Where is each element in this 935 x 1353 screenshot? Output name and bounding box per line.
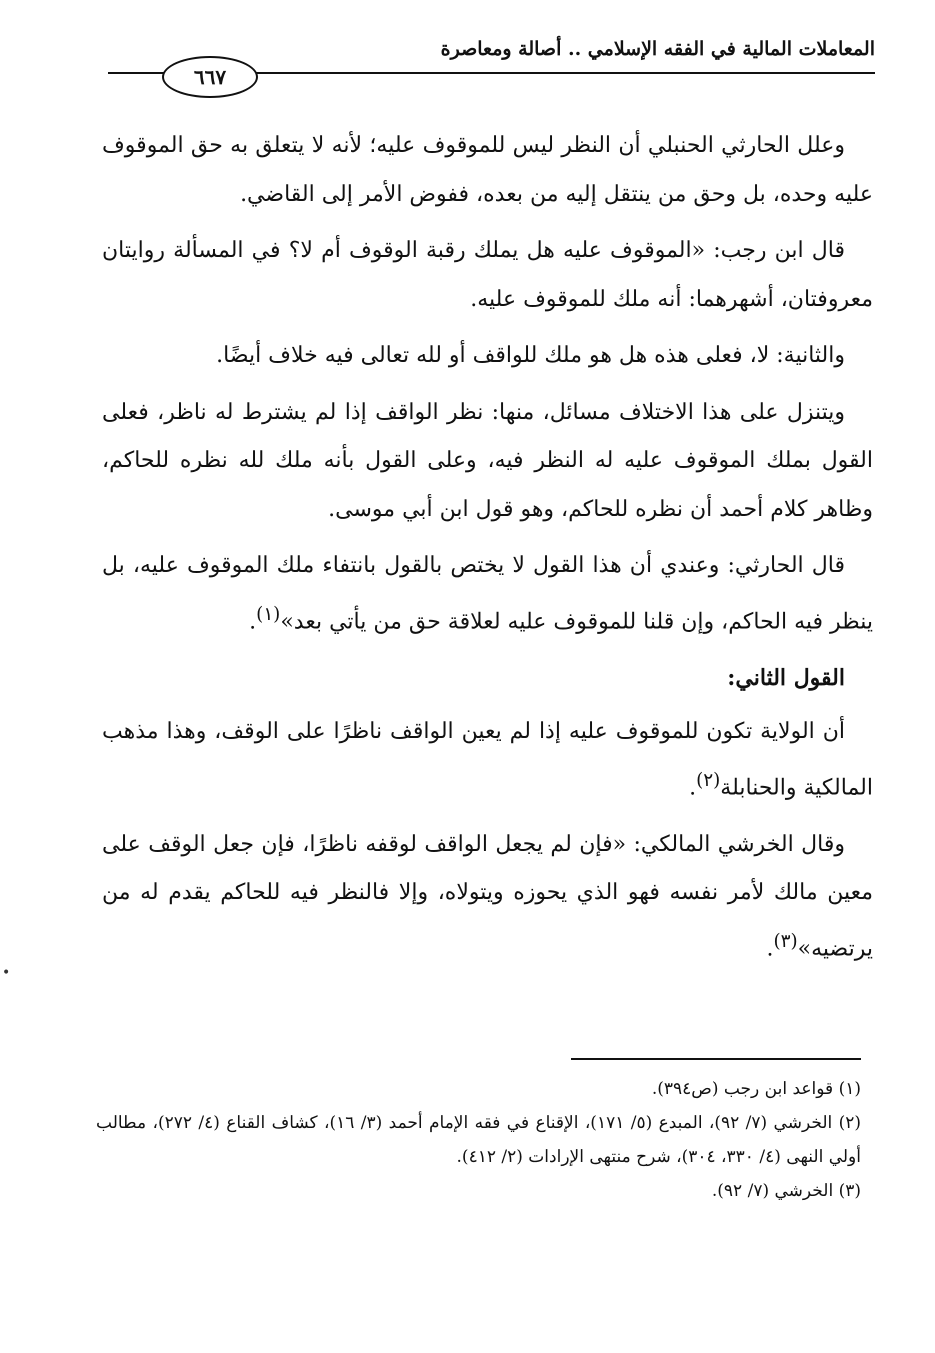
footnote-separator bbox=[571, 1058, 861, 1060]
paragraph: ويتنزل على هذا الاختلاف مسائل، منها: نظر الواقف إذا لم يشترط له ناظر، فعلى القول بملك الموقوف عليه له النظر فيه، وعلى القول بأنه ملك لله نظره للحاكم، وظاهر كلام أحمد أن نظره للحاكم، وهو قول ابن أبي موسى. bbox=[102, 399, 873, 522]
period: . bbox=[689, 775, 697, 801]
period: . bbox=[249, 608, 257, 634]
paragraph: وعلل الحارثي الحنبلي أن النظر ليس للموقوف عليه؛ لأنه لا يتعلق به حق الموقوف عليه وحده، بل وحق من ينتقل إليه من بعده، ففوض الأمر إلى القاضي. bbox=[102, 133, 873, 207]
paragraph bbox=[102, 542, 873, 646]
footnote-ref: (٣) bbox=[773, 930, 798, 952]
period: . bbox=[766, 935, 774, 961]
section-heading: القول الثاني: bbox=[727, 665, 845, 692]
footnote: (٣) الخرشي (٧/ ٩٢). bbox=[711, 1181, 861, 1201]
footnote-ref: (٢) bbox=[696, 769, 721, 791]
paragraph bbox=[102, 821, 873, 974]
footnote: (١) قواعد ابن رجب (ص٣٩٤). bbox=[651, 1079, 861, 1099]
margin-dot-mark: • bbox=[2, 965, 11, 981]
footnotes bbox=[96, 1072, 861, 1208]
paragraph: قال ابن رجب: «الموقوف عليه هل يملك رقبة الوقوف أم لا؟ في المسألة روايتان معروفتان، أشهرهما: أنه ملك للموقوف عليه. bbox=[102, 238, 873, 312]
footnote: (٢) الخرشي (٧/ ٩٢)، المبدع (٥/ ١٧١)، الإقناع في فقه الإمام أحمد (٣/ ١٦)، كشاف القناع (٤/ ٢٧٢)، مطالب أولي النهى (٤/ ٣٣٠، ٣٠٤)، شرح منتهى الإرادات (٢/ ٤١٢). bbox=[96, 1113, 861, 1167]
paragraph-text: أن الولاية تكون للموقوف عليه إذا لم يعين الواقف ناظرًا على الوقف، وهذا مذهب المالكية والحنابلة bbox=[102, 719, 873, 801]
paragraph-text: وقال الخرشي المالكي: «فإن لم يجعل الواقف لوقفه ناظرًا، فإن جعل الوقف على معين مالك لأمر نفسه فهو الذي يحوزه ويتولاه، وإلا فالنظر فيه للحاكم يقدم له من يرتضيه» bbox=[102, 831, 873, 961]
footnote-ref: (١) bbox=[256, 603, 281, 625]
running-header: المعاملات المالية في الفقه الإسلامي .. أصالة ومعاصرة bbox=[440, 38, 875, 60]
paragraph: والثانية: لا، فعلى هذه هل هو ملك للواقف أو لله تعالى فيه خلاف أيضًا. bbox=[216, 343, 845, 368]
page-number: ٦٦٧ bbox=[162, 56, 258, 98]
paragraph bbox=[102, 708, 873, 812]
paragraph-text: قال الحارثي: وعندي أن هذا القول لا يختص بالقول بانتفاء ملك الموقوف عليه، بل ينظر فيه الحاكم، وإن قلنا للموقوف عليه لعلاقة حق من يأتي بعد» bbox=[102, 553, 873, 634]
main-text bbox=[102, 122, 873, 981]
